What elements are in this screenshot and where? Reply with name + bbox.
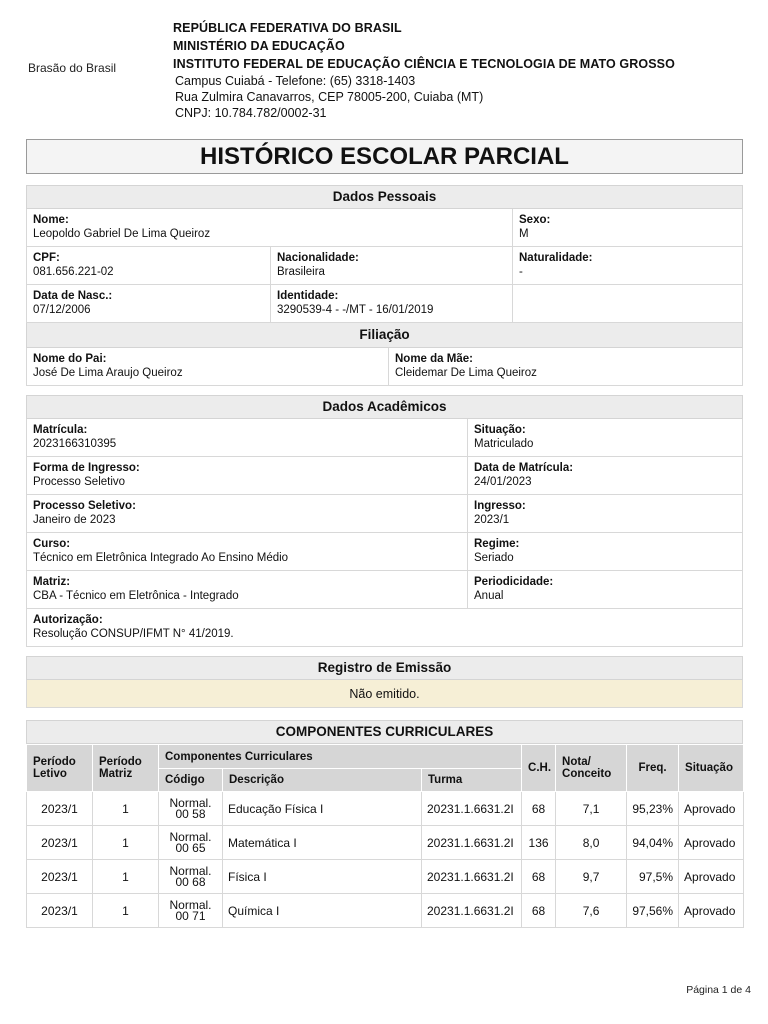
componentes-curriculares-section bbox=[26, 720, 743, 928]
field-label: Autorização: bbox=[33, 614, 103, 626]
info-row bbox=[26, 609, 743, 647]
ch-cell: 68 bbox=[522, 860, 556, 894]
info-row bbox=[26, 495, 743, 533]
info-row bbox=[26, 457, 743, 495]
page-number: Página 1 de 4 bbox=[686, 984, 751, 996]
field-label: Nome: bbox=[33, 214, 69, 226]
document-header bbox=[0, 0, 768, 130]
data-matricula-value: 24/01/2023 bbox=[474, 476, 532, 488]
codigo-line-2: 00 71 bbox=[175, 908, 206, 923]
ch-cell: 68 bbox=[522, 894, 556, 928]
field-label: Ingresso: bbox=[474, 500, 526, 512]
periodo-matriz-cell: 1 bbox=[93, 792, 159, 826]
republica-line: REPÚBLICA FEDERATIVA DO BRASIL bbox=[173, 21, 402, 35]
nascimento-value: 07/12/2006 bbox=[33, 304, 91, 316]
processo-seletivo-value: Janeiro de 2023 bbox=[33, 514, 116, 526]
codigo-line-1: Normal. bbox=[169, 863, 212, 878]
col-freq: Freq. bbox=[627, 745, 679, 792]
situacao-cell: Aprovado bbox=[679, 826, 744, 860]
autorizacao-value: Resolução CONSUP/IFMT N° 41/2019. bbox=[33, 628, 234, 640]
periodo-letivo-cell: 2023/1 bbox=[27, 894, 93, 928]
descricao-cell: Educação Física I bbox=[223, 792, 422, 826]
ingresso-cell bbox=[467, 495, 742, 532]
codigo-cell bbox=[159, 894, 223, 928]
situacao-cell bbox=[467, 419, 742, 456]
col-ch: C.H. bbox=[522, 745, 556, 792]
table-row bbox=[27, 826, 744, 860]
field-label: Sexo: bbox=[519, 214, 551, 226]
regime-value: Seriado bbox=[474, 552, 514, 564]
nota-cell: 9,7 bbox=[556, 860, 627, 894]
codigo-cell bbox=[159, 860, 223, 894]
freq-cell: 95,23% bbox=[627, 792, 679, 826]
situacao-cell: Aprovado bbox=[679, 894, 744, 928]
section-heading: Registro de Emissão bbox=[26, 656, 743, 680]
col-turma: Turma bbox=[422, 769, 522, 792]
field-label: CPF: bbox=[33, 252, 60, 264]
cpf-cell bbox=[27, 247, 270, 284]
codigo-line-2: 00 65 bbox=[175, 840, 206, 855]
nacionalidade-cell bbox=[270, 247, 512, 284]
freq-cell: 94,04% bbox=[627, 826, 679, 860]
data-matricula-cell bbox=[467, 457, 742, 494]
instituto-line: INSTITUTO FEDERAL DE EDUCAÇÃO CIÊNCIA E TECNOLOGIA DE MATO GROSSO bbox=[173, 57, 675, 71]
curso-cell bbox=[27, 533, 467, 570]
info-row bbox=[26, 285, 743, 323]
sexo-cell bbox=[512, 209, 742, 246]
naturalidade-cell bbox=[512, 247, 742, 284]
registro-emissao-section bbox=[26, 656, 743, 708]
naturalidade-value: - bbox=[519, 266, 523, 278]
matricula-value: 2023166310395 bbox=[33, 438, 117, 450]
mae-cell bbox=[388, 348, 742, 385]
matriz-value: CBA - Técnico em Eletrônica - Integrado bbox=[33, 590, 239, 602]
componentes-table bbox=[26, 744, 744, 928]
freq-cell: 97,56% bbox=[627, 894, 679, 928]
table-row bbox=[27, 894, 744, 928]
col-codigo: Código bbox=[159, 769, 223, 792]
section-heading: COMPONENTES CURRICULARES bbox=[26, 720, 743, 744]
pai-cell bbox=[27, 348, 388, 385]
dados-academicos-section bbox=[26, 395, 743, 647]
periodicidade-cell bbox=[467, 571, 742, 608]
codigo-line-1: Normal. bbox=[169, 795, 212, 810]
cnpj-line: CNPJ: 10.784.782/0002-31 bbox=[175, 106, 327, 120]
identidade-value: 3290539-4 - -/MT - 16/01/2019 bbox=[277, 304, 434, 316]
periodo-letivo-cell: 2023/1 bbox=[27, 860, 93, 894]
col-periodo-matriz: Período Matriz bbox=[93, 745, 159, 792]
info-row bbox=[26, 247, 743, 285]
nome-cell bbox=[27, 209, 512, 246]
table-row bbox=[27, 792, 744, 826]
mae-value: Cleidemar De Lima Queiroz bbox=[395, 367, 537, 379]
codigo-cell bbox=[159, 826, 223, 860]
curso-value: Técnico em Eletrônica Integrado Ao Ensino Médio bbox=[33, 552, 289, 564]
field-label: Nacionalidade: bbox=[277, 252, 359, 264]
matricula-cell bbox=[27, 419, 467, 456]
cpf-value: 081.656.221-02 bbox=[33, 266, 114, 278]
institution-block bbox=[173, 19, 675, 121]
field-label: Data de Nasc.: bbox=[33, 290, 113, 302]
codigo-line-2: 00 58 bbox=[175, 806, 206, 821]
field-label: Forma de Ingresso: bbox=[33, 462, 140, 474]
identidade-cell bbox=[270, 285, 512, 322]
nota-cell: 7,6 bbox=[556, 894, 627, 928]
info-row bbox=[26, 348, 743, 386]
field-label: Identidade: bbox=[277, 290, 339, 302]
field-label: Processo Seletivo: bbox=[33, 500, 136, 512]
periodo-letivo-cell: 2023/1 bbox=[27, 792, 93, 826]
periodo-matriz-cell: 1 bbox=[93, 860, 159, 894]
situacao-value: Matriculado bbox=[474, 438, 534, 450]
col-situacao: Situação bbox=[679, 745, 744, 792]
descricao-cell: Matemática I bbox=[223, 826, 422, 860]
field-label: Naturalidade: bbox=[519, 252, 593, 264]
nota-cell: 7,1 bbox=[556, 792, 627, 826]
sexo-value: M bbox=[519, 228, 529, 240]
autorizacao-cell bbox=[27, 609, 742, 646]
periodicidade-value: Anual bbox=[474, 590, 504, 602]
nome-value: Leopoldo Gabriel De Lima Queiroz bbox=[33, 228, 211, 240]
brasao-image-placeholder: Brasão do Brasil bbox=[28, 61, 117, 75]
field-label: Nome da Mãe: bbox=[395, 353, 473, 365]
nota-cell: 8,0 bbox=[556, 826, 627, 860]
section-heading: Filiação bbox=[26, 323, 743, 348]
info-row bbox=[26, 533, 743, 571]
col-group-componentes: Componentes Curriculares bbox=[159, 745, 522, 769]
col-nota: Nota/ Conceito bbox=[556, 745, 627, 792]
field-label: Matrícula: bbox=[33, 424, 88, 436]
empty-cell bbox=[512, 285, 742, 322]
forma-ingresso-cell bbox=[27, 457, 467, 494]
nacionalidade-value: Brasileira bbox=[277, 266, 325, 278]
document-title: HISTÓRICO ESCOLAR PARCIAL bbox=[26, 139, 743, 174]
address-line: Rua Zulmira Canavarros, CEP 78005-200, Cuiaba (MT) bbox=[175, 90, 484, 104]
section-heading: Dados Acadêmicos bbox=[26, 395, 743, 419]
descricao-cell: Química I bbox=[223, 894, 422, 928]
info-row bbox=[26, 419, 743, 457]
turma-cell: 20231.1.6631.2I bbox=[422, 860, 522, 894]
table-row bbox=[27, 860, 744, 894]
codigo-line-1: Normal. bbox=[169, 829, 212, 844]
emissao-status: Não emitido. bbox=[26, 680, 743, 708]
field-label: Situação: bbox=[474, 424, 526, 436]
field-label: Data de Matrícula: bbox=[474, 462, 574, 474]
campus-line: Campus Cuiabá - Telefone: (65) 3318-1403 bbox=[175, 74, 416, 88]
situacao-cell: Aprovado bbox=[679, 792, 744, 826]
freq-cell: 97,5% bbox=[627, 860, 679, 894]
periodo-matriz-cell: 1 bbox=[93, 894, 159, 928]
col-descricao: Descrição bbox=[223, 769, 422, 792]
regime-cell bbox=[467, 533, 742, 570]
dados-pessoais-section bbox=[26, 185, 743, 386]
turma-cell: 20231.1.6631.2I bbox=[422, 792, 522, 826]
info-row bbox=[26, 571, 743, 609]
descricao-cell: Física I bbox=[223, 860, 422, 894]
codigo-line-1: Normal. bbox=[169, 897, 212, 912]
field-label: Periodicidade: bbox=[474, 576, 554, 588]
periodo-letivo-cell: 2023/1 bbox=[27, 826, 93, 860]
col-periodo-letivo: Período Letivo bbox=[27, 745, 93, 792]
matriz-cell bbox=[27, 571, 467, 608]
nascimento-cell bbox=[27, 285, 270, 322]
field-label: Curso: bbox=[33, 538, 71, 550]
processo-seletivo-cell bbox=[27, 495, 467, 532]
ch-cell: 136 bbox=[522, 826, 556, 860]
info-row bbox=[26, 209, 743, 247]
ch-cell: 68 bbox=[522, 792, 556, 826]
field-label: Nome do Pai: bbox=[33, 353, 107, 365]
turma-cell: 20231.1.6631.2I bbox=[422, 894, 522, 928]
ingresso-value: 2023/1 bbox=[474, 514, 510, 526]
turma-cell: 20231.1.6631.2I bbox=[422, 826, 522, 860]
field-label: Regime: bbox=[474, 538, 520, 550]
codigo-cell bbox=[159, 792, 223, 826]
forma-ingresso-value: Processo Seletivo bbox=[33, 476, 126, 488]
field-label: Matriz: bbox=[33, 576, 71, 588]
pai-value: José De Lima Araujo Queiroz bbox=[33, 367, 183, 379]
codigo-line-2: 00 68 bbox=[175, 874, 206, 889]
periodo-matriz-cell: 1 bbox=[93, 826, 159, 860]
ministerio-line: MINISTÉRIO DA EDUCAÇÃO bbox=[173, 39, 345, 53]
situacao-cell: Aprovado bbox=[679, 860, 744, 894]
section-heading: Dados Pessoais bbox=[26, 185, 743, 209]
